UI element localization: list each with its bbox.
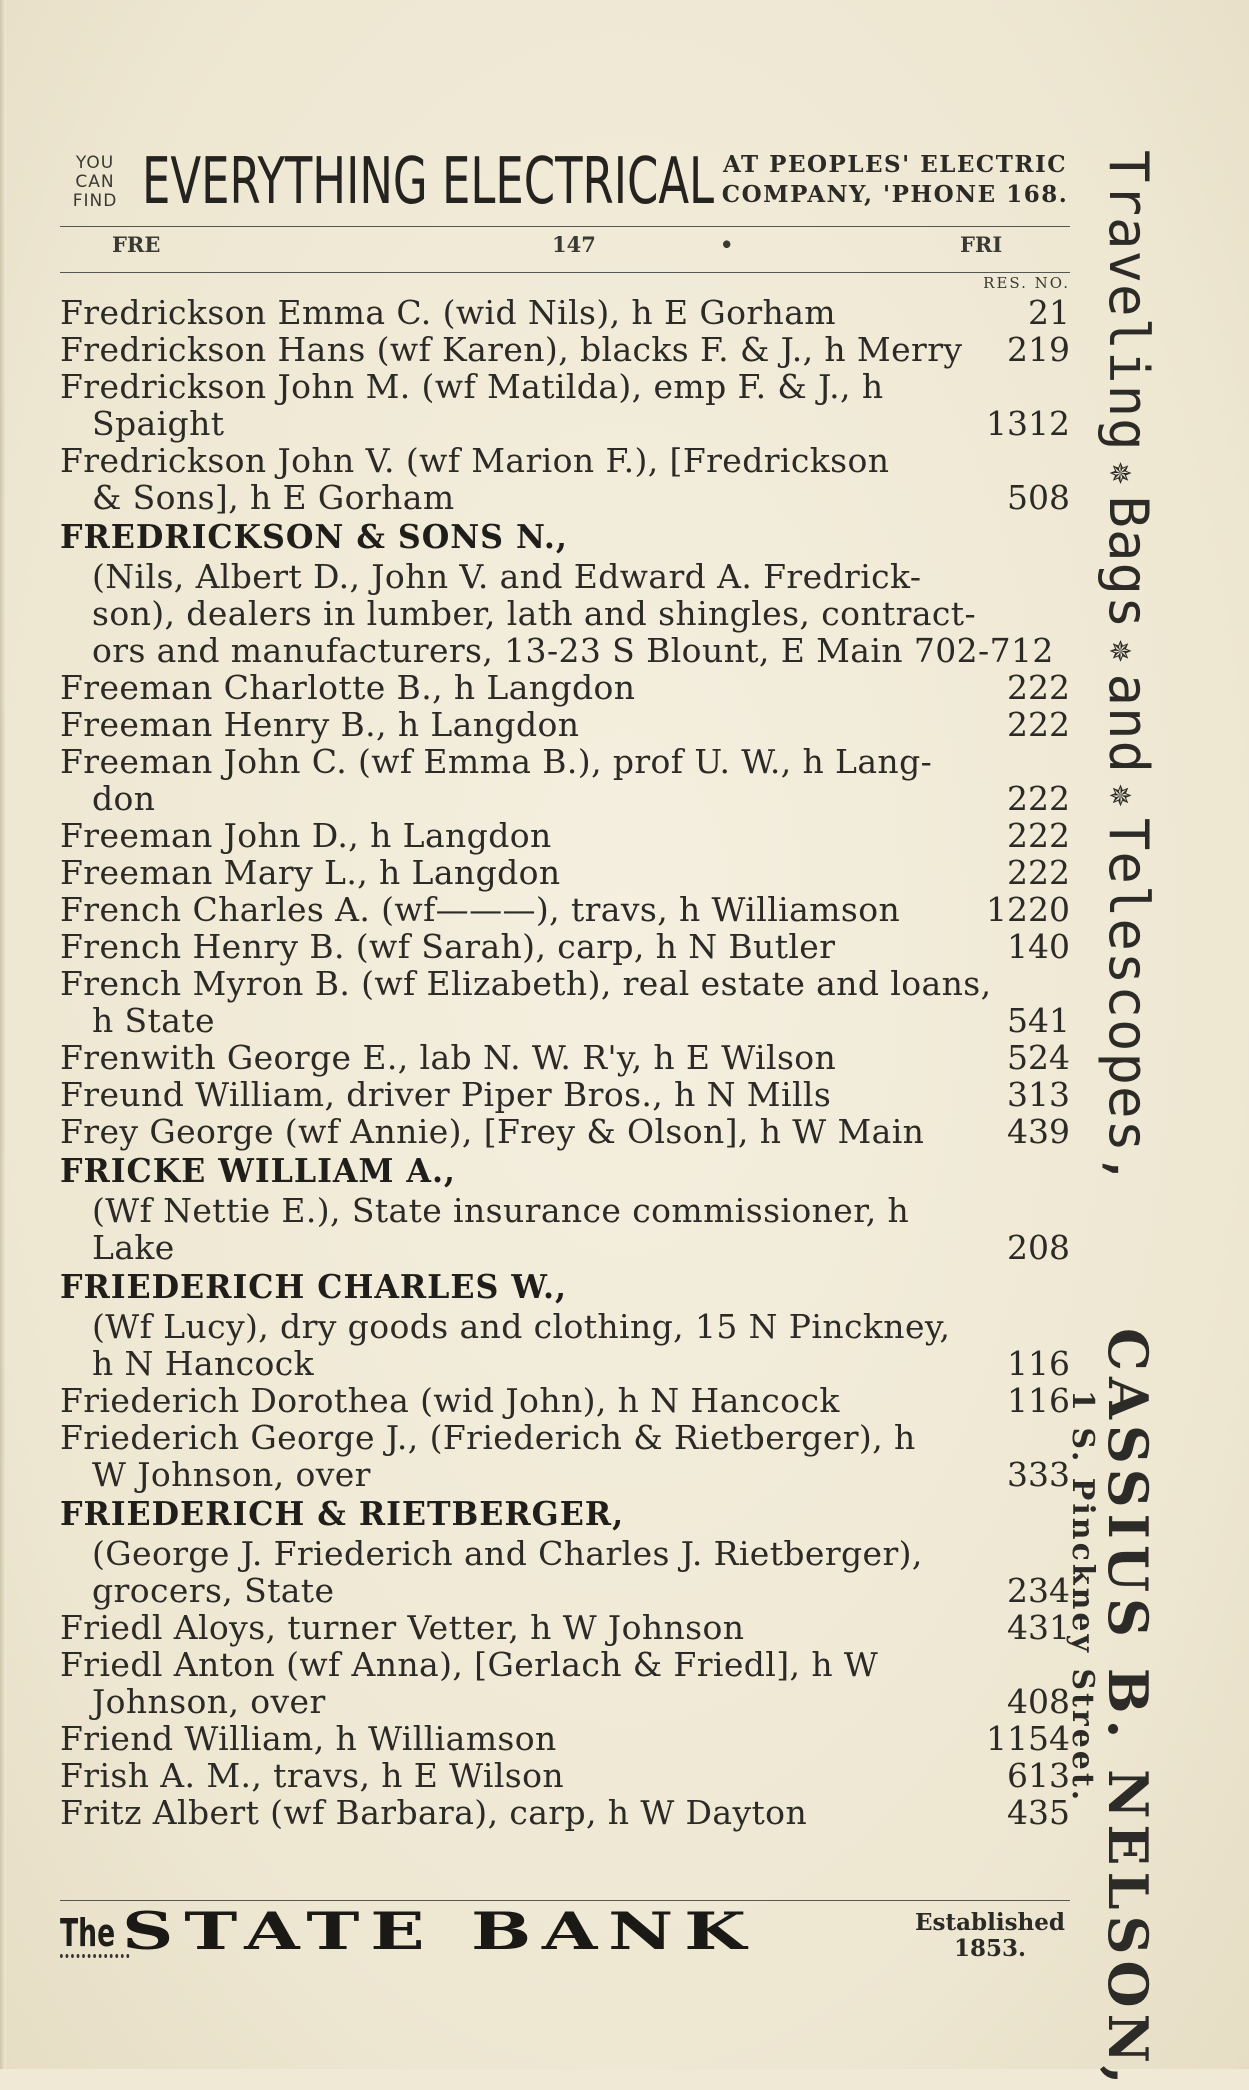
- directory-entry: [60, 1794, 1070, 1831]
- entry-heading: [60, 1150, 1070, 1192]
- side-ad-name: CASSIUS B. NELSON,: [1096, 1328, 1160, 2090]
- side-ad-main: [1093, 150, 1158, 1187]
- directory-entry: [60, 965, 1070, 1002]
- entry-text: Spaight: [92, 404, 225, 443]
- entry-text: Friedl Aloys, turner Vetter, h W Johnson: [60, 1608, 745, 1647]
- entry-continuation: [60, 1308, 1070, 1345]
- side-ad-word: Traveling: [1097, 150, 1160, 452]
- entry-heading: [60, 516, 1070, 558]
- entry-continuation: [60, 1572, 1070, 1609]
- entry-text: Freeman John C. (wf Emma B.), prof U. W., h Lang-: [60, 742, 933, 781]
- footer-advertisement: [60, 1900, 1070, 1978]
- side-ad-address: 1 S. Pinckney Street.: [1065, 1390, 1100, 1804]
- entry-text: French Myron B. (wf Elizabeth), real estate and loans,: [60, 964, 992, 1003]
- entry-continuation: [60, 405, 1070, 442]
- residence-number: 439: [1007, 1112, 1070, 1151]
- footer-bank-name: STATE BANK: [122, 1900, 757, 1962]
- directory-entry: [60, 1382, 1070, 1419]
- entry-text: Fritz Albert (wf Barbara), carp, h W Dayton: [60, 1793, 808, 1832]
- header-rule: [60, 226, 1070, 227]
- directory-entry: [60, 1757, 1070, 1794]
- entry-text: grocers, State: [92, 1571, 335, 1610]
- entry-text: FRIEDERICH CHARLES W.,: [60, 1267, 567, 1306]
- entry-continuation: [60, 1683, 1070, 1720]
- header-right-line: COMPANY, 'PHONE 168.: [721, 181, 1069, 208]
- entry-text: Johnson, over: [92, 1682, 326, 1721]
- star-icon: ✵: [1101, 783, 1145, 808]
- residence-number: 508: [1007, 478, 1070, 517]
- footer-established-label: Established: [915, 1909, 1065, 1936]
- residence-number: 313: [1007, 1075, 1070, 1114]
- entry-text: FREDRICKSON & SONS N.,: [60, 517, 568, 556]
- entry-continuation: [60, 595, 1070, 632]
- residence-number: 116: [1007, 1344, 1070, 1383]
- entry-text: don: [92, 779, 156, 818]
- entry-text: Lake: [92, 1228, 175, 1267]
- residence-number: 431: [1007, 1608, 1070, 1647]
- entry-text: FRIEDERICH & RIETBERGER,: [60, 1494, 625, 1533]
- side-ad-word: Bags: [1097, 495, 1160, 630]
- residence-number: 1154: [986, 1719, 1070, 1758]
- entry-text: Freeman John D., h Langdon: [60, 816, 552, 855]
- residence-number: 613: [1007, 1756, 1070, 1795]
- entry-text: Frish A. M., travs, h E Wilson: [60, 1756, 565, 1795]
- entry-text: FRICKE WILLIAM A.,: [60, 1151, 456, 1190]
- header-advertisement: [60, 145, 1070, 230]
- footer-established-year: 1853.: [953, 1935, 1027, 1962]
- entry-continuation: [60, 780, 1070, 817]
- residence-number: 408: [1007, 1682, 1070, 1721]
- directory-entry: [60, 1609, 1070, 1646]
- header-small-line: CAN: [75, 172, 115, 192]
- side-ad-word: and: [1097, 673, 1160, 774]
- header-right-line: AT PEOPLES' ELECTRIC: [722, 151, 1068, 178]
- side-ad-word: Telescopes,: [1097, 817, 1160, 1187]
- running-head-left: FRE: [112, 232, 161, 257]
- directory-entry: [60, 891, 1070, 928]
- entry-text: Fredrickson Hans (wf Karen), blacks F. & J., h Merry: [60, 330, 963, 369]
- entry-continuation: [60, 1192, 1070, 1229]
- residence-number: 222: [1007, 668, 1070, 707]
- residence-number: 222: [1007, 779, 1070, 818]
- directory-entry: [60, 331, 1070, 368]
- running-head-right: FRI: [960, 232, 1003, 257]
- entry-text: Friend William, h Williamson: [60, 1719, 557, 1758]
- entry-text: Friedl Anton (wf Anna), [Gerlach & Friedl], h W: [60, 1645, 879, 1684]
- entry-text: Friederich George J., (Friederich & Rietberger), h: [60, 1418, 916, 1457]
- directory-entry: [60, 368, 1070, 405]
- residence-number: 524: [1007, 1038, 1070, 1077]
- residence-number: 1220: [986, 890, 1070, 929]
- entry-text: (Nils, Albert D., John V. and Edward A. Fredrick-: [92, 557, 922, 596]
- residence-number: 222: [1007, 816, 1070, 855]
- entry-text: Freeman Henry B., h Langdon: [60, 705, 580, 744]
- directory-entry: [60, 442, 1070, 479]
- entry-continuation: [60, 1345, 1070, 1382]
- entry-text: Friederich Dorothea (wid John), h N Hancock: [60, 1381, 840, 1420]
- entry-text: Fredrickson John M. (wf Matilda), emp F. & J., h: [60, 367, 884, 406]
- directory-entries: [60, 294, 1070, 1831]
- residence-number: 234: [1007, 1571, 1070, 1610]
- entry-text: (Wf Lucy), dry goods and clothing, 15 N Pinckney,: [92, 1307, 951, 1346]
- residence-number: 1312: [986, 404, 1070, 443]
- residence-number: 541: [1007, 1001, 1070, 1040]
- header-small-line: YOU: [75, 153, 115, 173]
- directory-entry: [60, 1419, 1070, 1456]
- directory-entry: [60, 928, 1070, 965]
- entry-text: Fredrickson John V. (wf Marion F.), [Fredrickson: [60, 441, 890, 480]
- entry-text: French Henry B. (wf Sarah), carp, h N Butler: [60, 927, 836, 966]
- entry-text: Frenwith George E., lab N. W. R'y, h E Wilson: [60, 1038, 837, 1077]
- entry-text: (George J. Friederich and Charles J. Rietberger),: [92, 1534, 923, 1573]
- entry-heading: [60, 1493, 1070, 1535]
- residence-number: 219: [1007, 330, 1070, 369]
- directory-entry: [60, 817, 1070, 854]
- entry-text: W Johnson, over: [92, 1455, 371, 1494]
- entry-continuation: [60, 1229, 1070, 1266]
- residence-number: 21: [1028, 293, 1070, 332]
- entry-heading: [60, 1266, 1070, 1308]
- footer-established: [910, 1910, 1070, 1962]
- directory-entry: [60, 706, 1070, 743]
- residence-number: 435: [1007, 1793, 1070, 1832]
- header-headline: EVERYTHING ELECTRICAL: [142, 145, 715, 219]
- directory-entry: [60, 854, 1070, 891]
- entry-text: son), dealers in lumber, lath and shingles, contract-: [92, 594, 977, 633]
- entry-text: Fredrickson Emma C. (wid Nils), h E Gorham: [60, 293, 836, 332]
- directory-entry: [60, 1076, 1070, 1113]
- residence-number: 222: [1007, 705, 1070, 744]
- residence-number: 116: [1007, 1381, 1070, 1420]
- running-head-bullet: •: [720, 232, 734, 257]
- header-right-text: [720, 150, 1070, 210]
- running-head: [60, 232, 1070, 262]
- entry-text: h N Hancock: [92, 1344, 315, 1383]
- entry-text: ors and manufacturers, 13-23 S Blount, E Main 702-712: [92, 631, 1054, 670]
- entry-continuation: [60, 1456, 1070, 1493]
- star-icon: ✵: [1101, 461, 1145, 486]
- residence-number: 208: [1007, 1228, 1070, 1267]
- column-label: RES. NO.: [983, 274, 1070, 292]
- entry-continuation: [60, 632, 1070, 669]
- entry-continuation: [60, 1002, 1070, 1039]
- entry-text: Freund William, driver Piper Bros., h N Mills: [60, 1075, 832, 1114]
- directory-entry: [60, 1039, 1070, 1076]
- entry-text: French Charles A. (wf———), travs, h Williamson: [60, 890, 901, 929]
- entry-continuation: [60, 479, 1070, 516]
- entry-text: Freeman Charlotte B., h Langdon: [60, 668, 636, 707]
- entry-continuation: [60, 558, 1070, 595]
- page-edge-shadow: [0, 0, 6, 2069]
- page-number: 147: [552, 232, 596, 257]
- entry-text: & Sons], h E Gorham: [92, 478, 455, 517]
- entry-text: Freeman Mary L., h Langdon: [60, 853, 561, 892]
- residence-number: 140: [1007, 927, 1070, 966]
- header-small-text: [60, 154, 130, 211]
- star-icon: ✵: [1101, 639, 1145, 664]
- directory-entry: [60, 1646, 1070, 1683]
- directory-entry: [60, 669, 1070, 706]
- running-head-rule: [60, 272, 1070, 273]
- entry-continuation: [60, 1535, 1070, 1572]
- footer-the: The: [60, 1908, 115, 1958]
- entry-text: h State: [92, 1001, 215, 1040]
- entry-text: (Wf Nettie E.), State insurance commissioner, h: [92, 1191, 910, 1230]
- entry-text: Frey George (wf Annie), [Frey & Olson], h W Main: [60, 1112, 925, 1151]
- directory-entry: [60, 1720, 1070, 1757]
- directory-entry: [60, 743, 1070, 780]
- directory-entry: [60, 1113, 1070, 1150]
- header-small-line: FIND: [72, 191, 118, 211]
- residence-number: 333: [1007, 1455, 1070, 1494]
- residence-number: 222: [1007, 853, 1070, 892]
- directory-entry: [60, 294, 1070, 331]
